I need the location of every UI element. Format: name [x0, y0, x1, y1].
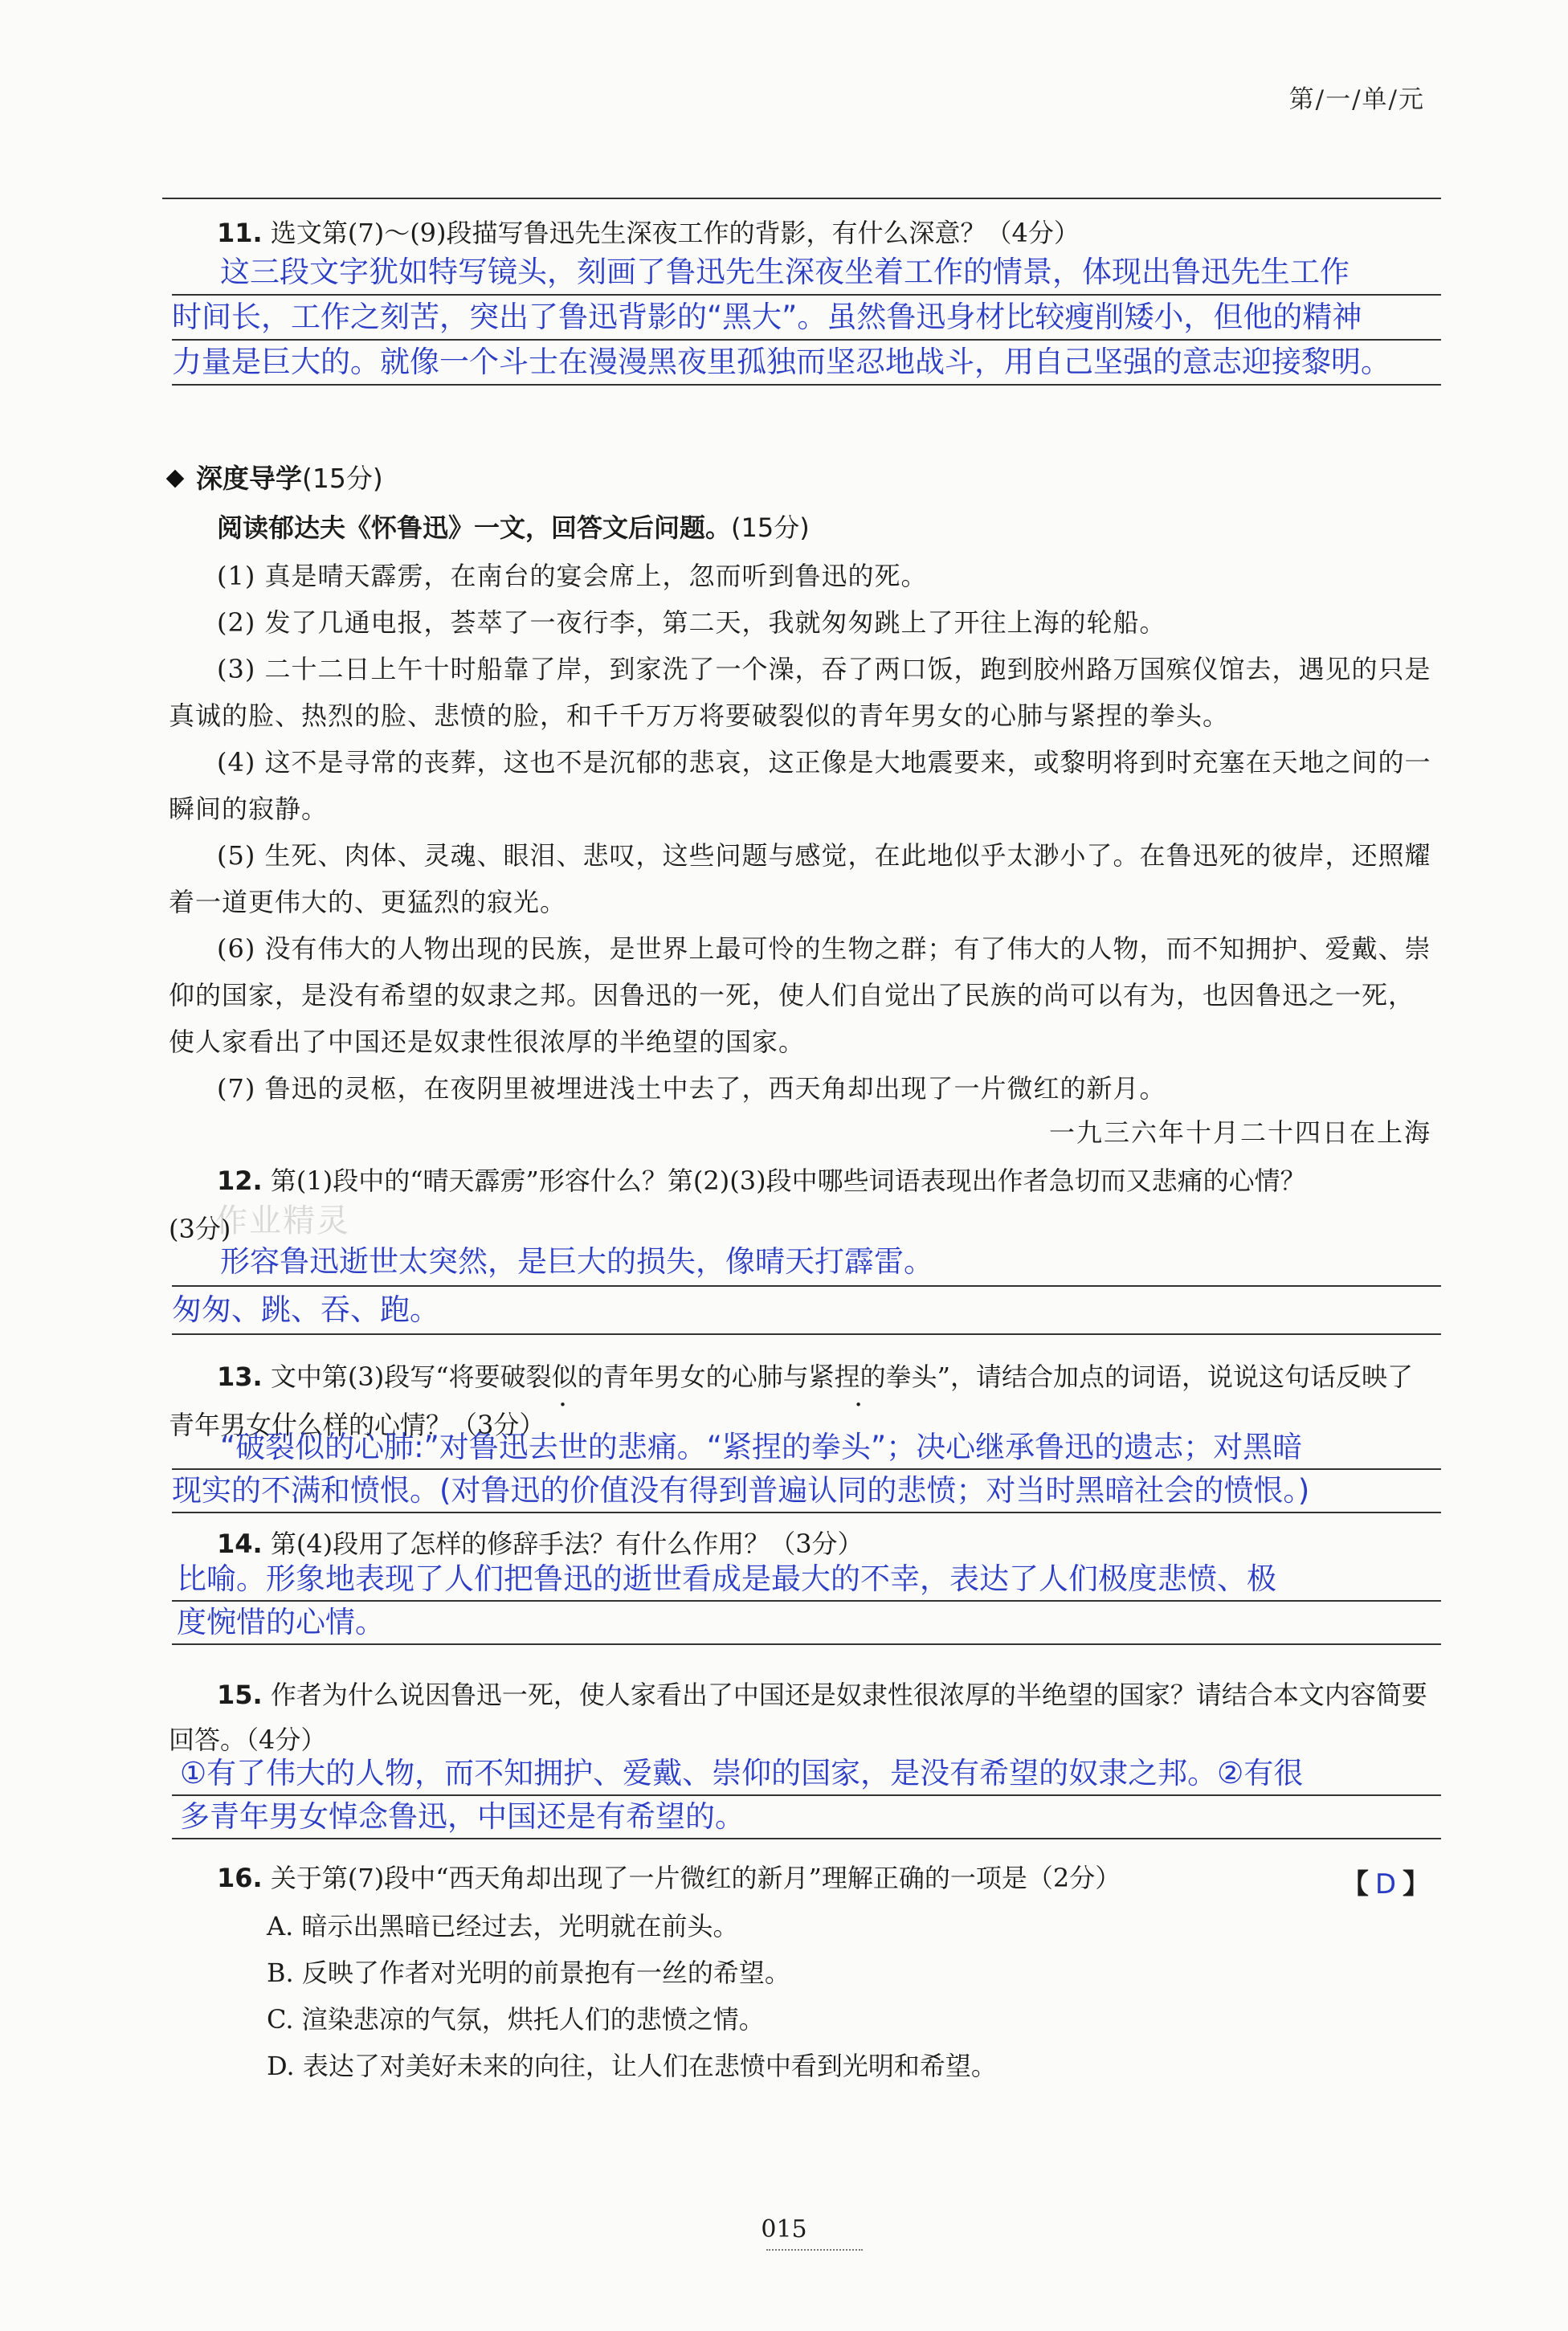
answer-line: “破裂似的心肺:”对鲁迅去世的悲痛。“紧捏的拳头”；决心继承鲁迅的遗志；对黑暗 [172, 1427, 1441, 1470]
question-text: 的拳头”，请结合加点的词语，说说这句话反映了青年男女什么样的心情？（3分） [169, 1361, 1413, 1440]
reading-paragraph-1: (1) 真是晴天霹雳，在南台的宴会席上，忽而听到鲁迅的死。 [217, 561, 928, 591]
question-text: 选文第(7)～(9)段描写鲁迅先生深夜工作的背影，有什么深意？（4分） [270, 218, 1080, 248]
answer-line: 时间长，工作之刻苦，突出了鲁迅背影的“黑大”。虽然鲁迅身材比较瘦削矮小，但他的精神 [172, 296, 1441, 341]
answer-line: 这三段文字犹如特写镜头，刻画了鲁迅先生深夜坐着工作的情景，体现出鲁迅先生工作 [172, 251, 1441, 296]
emphasized-words: 紧捏 [808, 1361, 860, 1392]
answer-line: 多青年男女悼念鲁迅，中国还是有希望的。 [172, 1796, 1441, 1839]
question-12-points: (3分) [169, 1214, 231, 1244]
question-number: 12. [217, 1166, 263, 1196]
bracket-open: 【 [1341, 1868, 1369, 1900]
reading-paragraph-6: (6) 没有伟大的人物出现的民族，是世界上最可怜的生物之群；有了伟大的人物，而不知拥护、爱戴、崇仰的国家，是没有希望的奴隶之邦。因鲁迅的一死，使人们自觉出了民族的尚可以有为，也因鲁迅之一死，使人家看出了中国还是奴隶性很浓厚的半绝望的国家。 [169, 933, 1431, 1057]
option-a: A. 暗示出黑暗已经过去，光明就在前头。 [267, 1911, 739, 1941]
question-text: 第(4)段用了怎样的修辞手法？有什么作用？（3分） [270, 1529, 864, 1559]
question-text: 文中第(3)段写“将要 [270, 1361, 500, 1392]
section-points: (15分) [302, 463, 383, 494]
question-15 [169, 1672, 1431, 1762]
question-text: 第(1)段中的“晴天霹雳”形容什么？第(2)(3)段中哪些词语表现出作者急切而又悲痛的心情？ [270, 1166, 1306, 1196]
answer-line: 现实的不满和愤恨。(对鲁迅的价值没有得到普遍认同的悲愤；对当时黑暗社会的愤恨。) [172, 1470, 1441, 1513]
question-text: 的青年男女的心肺与 [577, 1361, 809, 1392]
question-number: 16. [217, 1863, 263, 1893]
question-number: 11. [217, 218, 263, 248]
answer-bracket [1341, 1862, 1430, 1901]
header-rule [162, 198, 1441, 199]
reading-intro [217, 508, 810, 545]
question-text: 作者为什么说因鲁迅一死，使人家看出了中国还是奴隶性很浓厚的半绝望的国家？请结合本文内容简要回答。（4分） [169, 1680, 1427, 1755]
reading-paragraph-3: (3) 二十二日上午十时船靠了岸，到家洗了一个澡，吞了两口饭，跑到胶州路万国殡仪馆去，遇见的只是真诚的脸、热烈的脸、悲愤的脸，和千千万万将要破裂似的青年男女的心肺与紧捏的拳头。 [169, 654, 1431, 731]
question-16 [217, 1860, 1327, 1896]
reading-paragraph-5: (5) 生死、肉体、灵魂、眼泪、悲叹，这些问题与感觉，在此地似乎太渺小了。在鲁迅死的彼岸，还照耀着一道更伟大的、更猛烈的寂光。 [169, 840, 1431, 917]
reading-signature: 一九三六年十月二十四日在上海 [1048, 1117, 1431, 1148]
reading-paragraph-7: (7) 鲁迅的灵柩，在夜阴里被埋进浅土中去了，西天角却出现了一片微红的新月。 [217, 1073, 1166, 1104]
reading-paragraph-4: (4) 这不是寻常的丧葬，这也不是沉郁的悲哀，这正像是大地震要来，或黎明将到时充塞在天地之间的一瞬间的寂静。 [169, 747, 1431, 824]
answer-line: 力量是巨大的。就像一个斗士在漫漫黑夜里孤独而坚忍地战斗，用自己坚强的意志迎接黎明。 [172, 341, 1441, 386]
option-c: C. 渲染悲凉的气氛，烘托人们的悲愤之情。 [267, 2004, 765, 2035]
question-number: 14. [217, 1529, 263, 1559]
question-number: 13. [217, 1361, 263, 1392]
question-12 [169, 1163, 1431, 1198]
option-d: D. 表达了对美好未来的向往，让人们在悲愤中看到光明和希望。 [267, 2051, 997, 2081]
answer-line: 比喻。形象地表现了人们把鲁迅的逝世看成是最大的不幸，表达了人们极度悲愤、极 [172, 1558, 1441, 1602]
answer-line: 匆匆、跳、吞、跑。 [172, 1287, 1441, 1335]
answer-12 [172, 1239, 1441, 1335]
page-number: 015 [761, 2215, 807, 2243]
reading-intro-text: 阅读郁达夫《怀鲁迅》一文，回答文后问题。 [217, 512, 732, 543]
unit-header: 第/一/单/元 [1288, 85, 1425, 114]
answer-11 [172, 251, 1441, 386]
section-title [169, 458, 383, 496]
selected-choice: D [1374, 1868, 1396, 1900]
page-number-rule [766, 2249, 863, 2251]
question-number: 15. [217, 1680, 263, 1710]
answer-line: 形容鲁迅逝世太突然，是巨大的损失，像晴天打霹雷。 [172, 1239, 1441, 1287]
reading-intro-points: (15分) [731, 512, 810, 543]
answer-14 [172, 1558, 1441, 1645]
answer-15 [172, 1753, 1441, 1839]
watermark: 作业精灵 [215, 1202, 350, 1239]
reading-paragraph-2: (2) 发了几通电报，荟萃了一夜行李，第二天，我就匆匆跳上了开往上海的轮船。 [217, 607, 1166, 638]
emphasized-words: 破裂似 [500, 1361, 578, 1392]
question-14 [217, 1526, 1431, 1561]
bracket-close: 】 [1403, 1868, 1430, 1900]
answer-line: 度惋惜的心情。 [172, 1602, 1441, 1645]
answer-line: ①有了伟大的人物，而不知拥护、爱戴、崇仰的国家，是没有希望的奴隶之邦。②有很 [172, 1753, 1441, 1796]
option-b: B. 反映了作者对光明的前景抱有一丝的希望。 [267, 1957, 790, 1988]
question-text: 关于第(7)段中“西天角却出现了一片微红的新月”理解正确的一项是（2分） [270, 1863, 1121, 1893]
diamond-icon [166, 470, 185, 488]
question-11 [217, 215, 1431, 251]
answer-13 [172, 1427, 1441, 1513]
section-title-text: 深度导学 [196, 463, 302, 494]
